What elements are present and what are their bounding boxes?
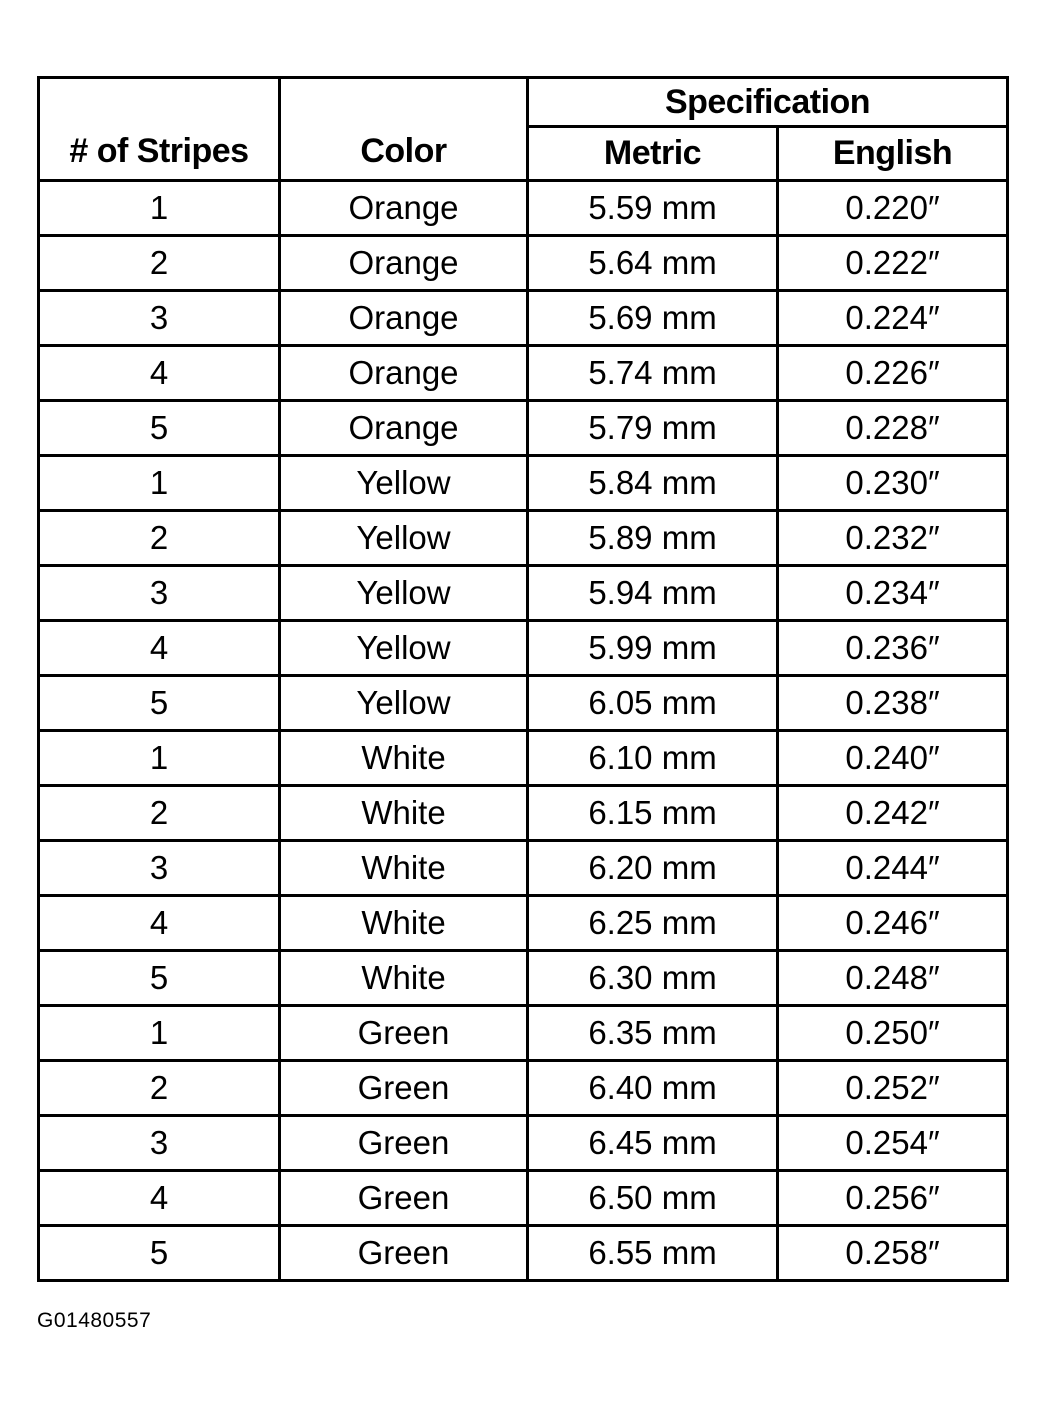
english-cell: 0.222″ [778, 236, 1008, 291]
stripes-cell: 1 [39, 456, 280, 511]
color-cell: Green [280, 1171, 528, 1226]
color-cell: Orange [280, 401, 528, 456]
stripes-cell: 1 [39, 731, 280, 786]
table-row [39, 1061, 1008, 1116]
metric-cell: 5.64 mm [528, 236, 778, 291]
english-cell: 0.236″ [778, 621, 1008, 676]
metric-cell: 5.79 mm [528, 401, 778, 456]
metric-cell: 6.45 mm [528, 1116, 778, 1171]
english-cell: 0.238″ [778, 676, 1008, 731]
english-cell: 0.258″ [778, 1226, 1008, 1281]
stripes-cell: 1 [39, 181, 280, 236]
stripes-cell: 4 [39, 1171, 280, 1226]
stripes-cell: 2 [39, 511, 280, 566]
stripes-cell: 1 [39, 1006, 280, 1061]
color-cell: Orange [280, 181, 528, 236]
stripes-cell: 3 [39, 291, 280, 346]
stripes-cell: 3 [39, 1116, 280, 1171]
metric-cell: 6.20 mm [528, 841, 778, 896]
table-header [39, 78, 1008, 181]
table-row [39, 731, 1008, 786]
metric-cell: 6.15 mm [528, 786, 778, 841]
table-row [39, 346, 1008, 401]
table-row [39, 676, 1008, 731]
table-row [39, 841, 1008, 896]
english-cell: 0.246″ [778, 896, 1008, 951]
english-cell: 0.254″ [778, 1116, 1008, 1171]
color-cell: Yellow [280, 511, 528, 566]
color-cell: White [280, 896, 528, 951]
color-cell: Yellow [280, 621, 528, 676]
color-cell: Green [280, 1061, 528, 1116]
table-row [39, 401, 1008, 456]
metric-cell: 5.89 mm [528, 511, 778, 566]
table-row [39, 456, 1008, 511]
english-cell: 0.226″ [778, 346, 1008, 401]
english-column-header: English [778, 127, 1008, 181]
english-cell: 0.242″ [778, 786, 1008, 841]
table-row [39, 1171, 1008, 1226]
stripes-cell: 2 [39, 236, 280, 291]
stripes-cell: 4 [39, 621, 280, 676]
metric-cell: 6.10 mm [528, 731, 778, 786]
table-row [39, 511, 1008, 566]
metric-column-header: Metric [528, 127, 778, 181]
english-cell: 0.232″ [778, 511, 1008, 566]
stripes-cell: 4 [39, 346, 280, 401]
metric-cell: 6.30 mm [528, 951, 778, 1006]
metric-cell: 5.84 mm [528, 456, 778, 511]
english-cell: 0.228″ [778, 401, 1008, 456]
stripes-column-header: # of Stripes [39, 78, 280, 181]
metric-cell: 6.35 mm [528, 1006, 778, 1061]
color-cell: White [280, 731, 528, 786]
table-row [39, 181, 1008, 236]
stripes-cell: 4 [39, 896, 280, 951]
color-cell: Green [280, 1116, 528, 1171]
stripe-spec-table [37, 76, 1009, 1282]
color-column-header: Color [280, 78, 528, 181]
metric-cell: 5.69 mm [528, 291, 778, 346]
english-cell: 0.234″ [778, 566, 1008, 621]
metric-cell: 6.50 mm [528, 1171, 778, 1226]
english-cell: 0.240″ [778, 731, 1008, 786]
english-cell: 0.220″ [778, 181, 1008, 236]
english-cell: 0.252″ [778, 1061, 1008, 1116]
english-cell: 0.250″ [778, 1006, 1008, 1061]
english-cell: 0.244″ [778, 841, 1008, 896]
metric-cell: 5.74 mm [528, 346, 778, 401]
stripes-cell: 5 [39, 676, 280, 731]
header-row-top [39, 78, 1008, 127]
stripes-cell: 2 [39, 786, 280, 841]
english-cell: 0.224″ [778, 291, 1008, 346]
metric-cell: 6.55 mm [528, 1226, 778, 1281]
english-cell: 0.230″ [778, 456, 1008, 511]
color-cell: Orange [280, 236, 528, 291]
color-cell: Yellow [280, 566, 528, 621]
table-row [39, 896, 1008, 951]
metric-cell: 5.94 mm [528, 566, 778, 621]
metric-cell: 5.59 mm [528, 181, 778, 236]
color-cell: Orange [280, 346, 528, 401]
table-body [39, 181, 1008, 1281]
metric-cell: 6.05 mm [528, 676, 778, 731]
table-row [39, 566, 1008, 621]
color-cell: White [280, 951, 528, 1006]
table-row [39, 1226, 1008, 1281]
english-cell: 0.248″ [778, 951, 1008, 1006]
color-cell: Orange [280, 291, 528, 346]
stripes-cell: 5 [39, 401, 280, 456]
color-cell: Green [280, 1226, 528, 1281]
table-row [39, 236, 1008, 291]
color-cell: Yellow [280, 676, 528, 731]
stripes-cell: 3 [39, 841, 280, 896]
specification-header: Specification [528, 78, 1008, 127]
metric-cell: 6.25 mm [528, 896, 778, 951]
table-row [39, 1006, 1008, 1061]
metric-cell: 6.40 mm [528, 1061, 778, 1116]
color-cell: White [280, 786, 528, 841]
figure-id: G01480557 [37, 1309, 152, 1332]
color-cell: Yellow [280, 456, 528, 511]
table-row [39, 1116, 1008, 1171]
stripes-cell: 2 [39, 1061, 280, 1116]
color-cell: White [280, 841, 528, 896]
table-row [39, 951, 1008, 1006]
color-cell: Green [280, 1006, 528, 1061]
stripes-cell: 5 [39, 951, 280, 1006]
stripes-cell: 5 [39, 1226, 280, 1281]
table-row [39, 621, 1008, 676]
stripes-cell: 3 [39, 566, 280, 621]
table-row [39, 291, 1008, 346]
table-row [39, 786, 1008, 841]
english-cell: 0.256″ [778, 1171, 1008, 1226]
metric-cell: 5.99 mm [528, 621, 778, 676]
